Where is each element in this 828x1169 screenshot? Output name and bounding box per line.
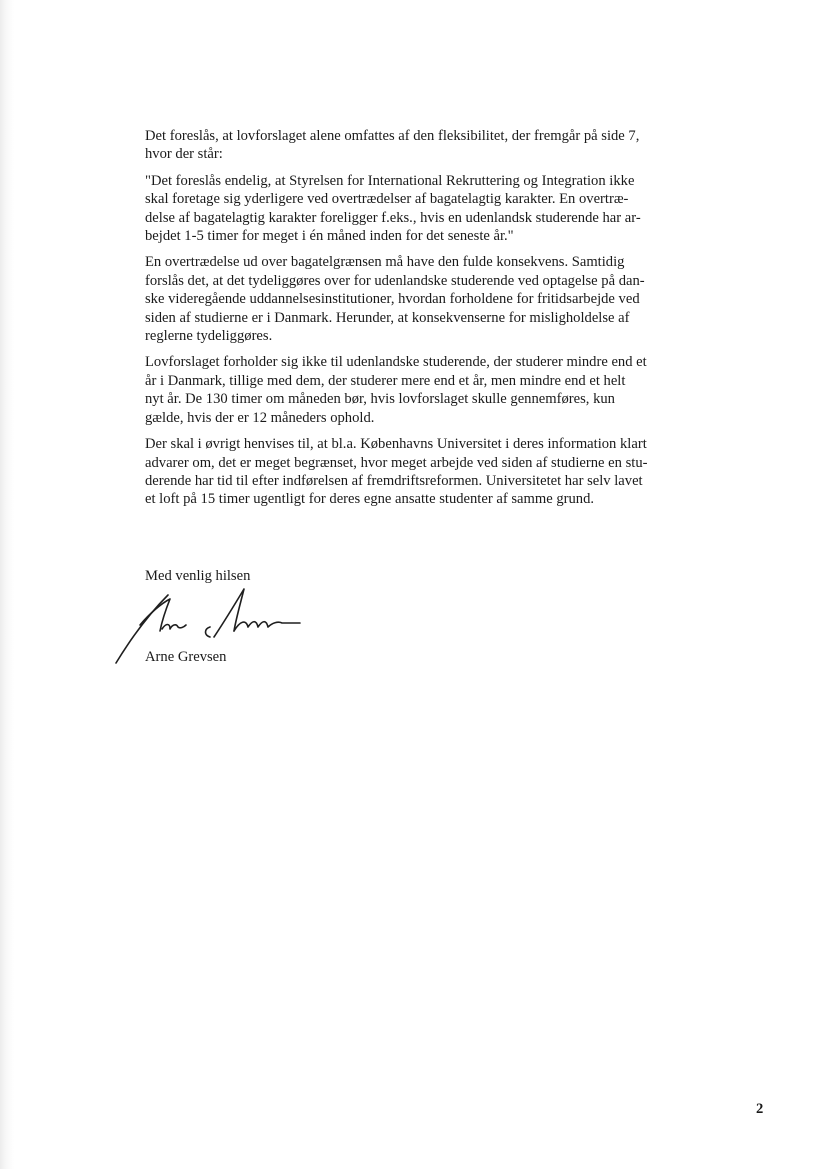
signer-name: Arne Grevsen	[145, 649, 227, 665]
text-line: et loft på 15 timer ugentligt for deres egne ansatte studenter af samme grund.	[145, 491, 595, 508]
text-line: ske videregående uddannelsesinstitutioner, hvordan forholdene for fritidsarbejde ved	[145, 291, 640, 308]
text-line: skal foretage sig yderligere ved overtrædelser af bagatelagtig karakter. En overtræ-	[145, 191, 629, 208]
text-line: reglerne tydeliggøres.	[145, 328, 273, 345]
text-line: bejdet 1-5 timer for meget i én måned inden for det seneste år."	[145, 228, 514, 245]
text-line: Der skal i øvrigt henvises til, at bl.a. Københavns Universitet i deres information klart	[145, 436, 647, 453]
text-line: nyt år. De 130 timer om måneden bør, hvis lovforslaget skulle gennemføres, kun	[145, 391, 615, 408]
paragraph-5	[145, 435, 697, 509]
page-number: 2	[756, 1101, 764, 1117]
text-line: Det foreslås, at lovforslaget alene omfattes af den fleksibilitet, der fremgår på side 7,	[145, 128, 640, 144]
text-line: delse af bagatelagtig karakter foreligger f.eks., hvis en udenlandsk studerende har ar-	[145, 209, 641, 226]
letter-body	[145, 127, 697, 517]
paragraph-1	[145, 127, 697, 164]
text-line: siden af studierne er i Danmark. Herunder, at konsekvenserne for misligholdelse af	[145, 309, 630, 326]
text-line: Lovforslaget forholder sig ikke til udenlandske studerende, der studerer mindre end et	[145, 354, 647, 371]
paragraph-3	[145, 253, 697, 345]
closing-salutation: Med venlig hilsen	[145, 568, 251, 584]
paragraph-2-quote	[145, 172, 697, 246]
text-line: "Det foreslås endelig, at Styrelsen for International Rekruttering og Integration ikke	[145, 172, 635, 189]
text-line: derende har tid til efter indførelsen af fremdriftsreformen. Universitetet har selv lavet	[145, 472, 643, 489]
text-line: gælde, hvis der er 12 måneders ophold.	[145, 409, 375, 426]
text-line: hvor der står:	[145, 146, 223, 163]
scan-edge	[0, 0, 14, 1169]
text-line: En overtrædelse ud over bagatelgrænsen må have den fulde konsekvens. Samtidig	[145, 254, 625, 271]
text-line: forslås det, at det tydeliggøres over for udenlandske studerende ved optagelse på dan-	[145, 272, 645, 289]
text-line: år i Danmark, tillige med dem, der studerer mere end et år, men mindre end et helt	[145, 372, 626, 389]
paragraph-4	[145, 353, 697, 427]
text-line: advarer om, det er meget begrænset, hvor meget arbejde ved siden af studierne en stu-	[145, 454, 648, 471]
